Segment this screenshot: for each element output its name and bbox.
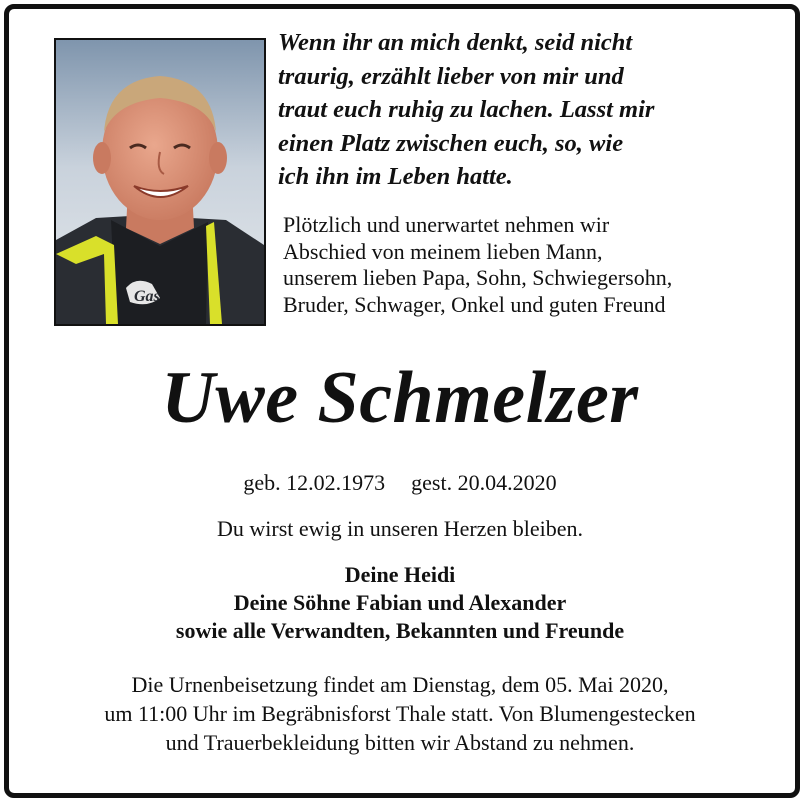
deceased-name: Uwe Schmelzer xyxy=(161,357,639,439)
quote-line: ich ihn im Leben hatte. xyxy=(278,163,513,190)
announcement-intro xyxy=(283,212,783,318)
intro-line: Abschied von meinem lieben Mann, xyxy=(283,238,603,264)
portrait-photo-icon xyxy=(56,40,264,324)
intro-line: Plötzlich und unerwartet nehmen wir xyxy=(283,212,610,237)
life-dates xyxy=(0,466,800,500)
memorial-quote xyxy=(278,26,778,194)
mourners-list xyxy=(0,561,800,645)
farewell-line: Du wirst ewig in unseren Herzen bleiben. xyxy=(217,516,583,541)
quote-line: traurig, erzählt lieber von mir und xyxy=(278,62,624,90)
quote-line: traut euch ruhig zu lachen. Lasst mir xyxy=(278,96,655,123)
burial-notice xyxy=(0,670,800,757)
burial-line: Die Urnenbeisetzung findet am Dienstag, dem 05. Mai 2020, xyxy=(131,672,669,697)
mourner-line: sowie alle Verwandten, Bekannten und Freunde xyxy=(175,618,625,643)
mourner-line: Deine Söhne Fabian und Alexander xyxy=(233,590,567,615)
burial-line: und Trauerbekleidung bitten wir Abstand zu nehmen. xyxy=(165,730,635,755)
intro-line: Bruder, Schwager, Onkel und guten Freund xyxy=(283,291,666,317)
quote-line: einen Platz zwischen euch, so, wie xyxy=(278,129,624,157)
mourner-line: Deine Heidi xyxy=(344,562,456,587)
svg-text:Gas: Gas xyxy=(134,288,160,305)
portrait-photo xyxy=(54,38,266,326)
quote-line: Wenn ihr an mich denkt, seid nicht xyxy=(278,29,633,56)
intro-line: unserem lieben Papa, Sohn, Schwiegersohn, xyxy=(283,265,673,290)
burial-line: um 11:00 Uhr im Begräbnisforst Thale statt. Von Blumengestecken xyxy=(104,701,696,726)
death-date: gest. 20.04.2020 xyxy=(411,470,557,495)
birth-date: geb. 12.02.1973 xyxy=(243,470,386,495)
